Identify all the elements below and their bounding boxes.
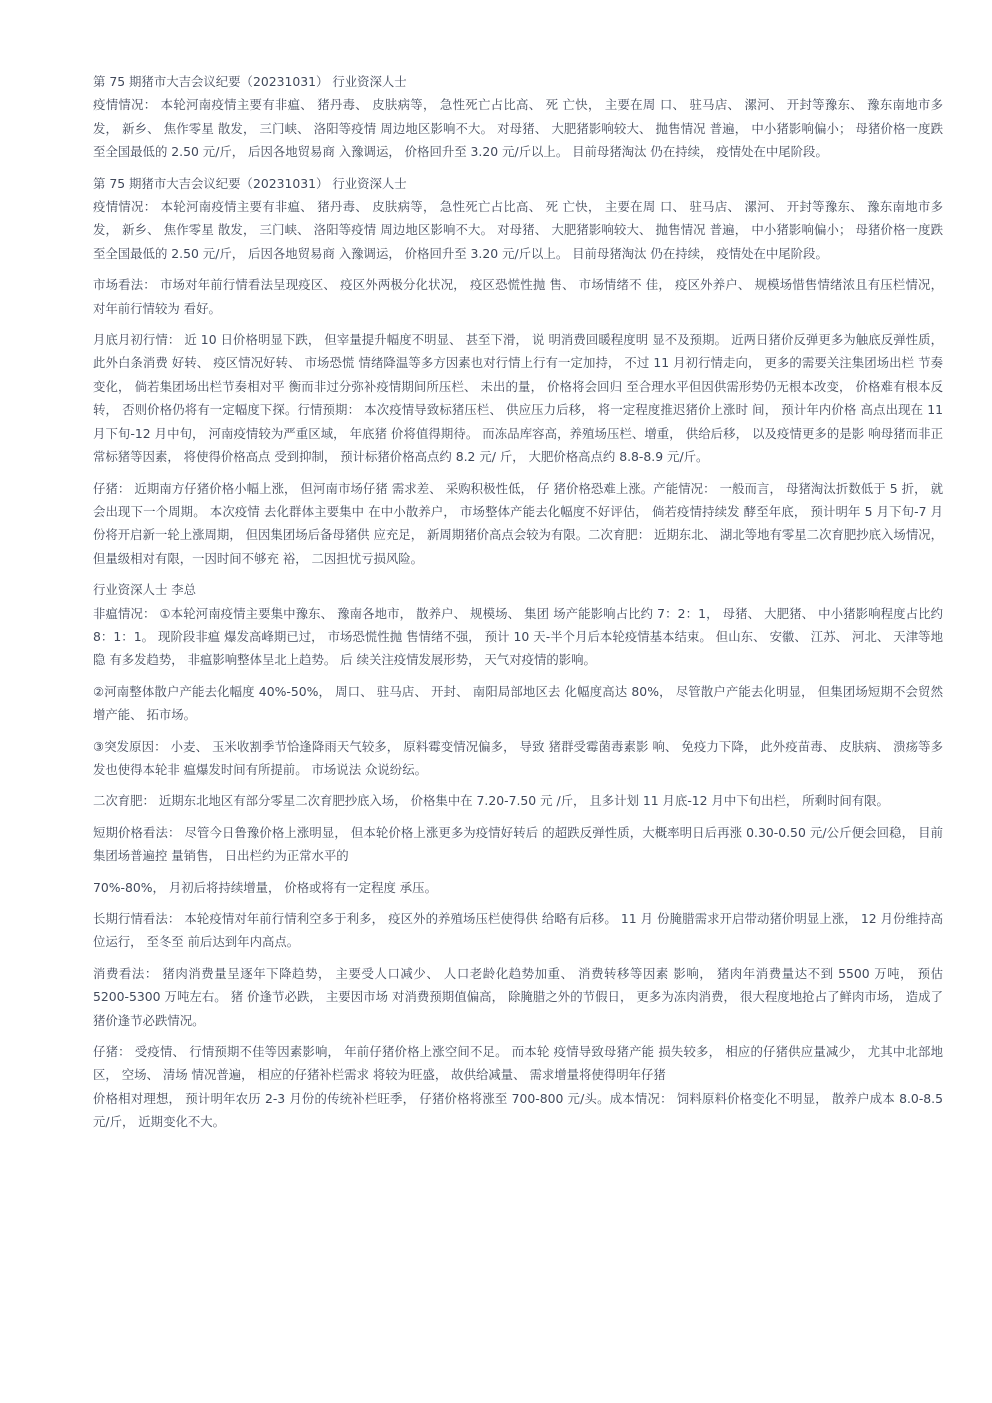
body-paragraph: 70%-80%， 月初后将持续增量， 价格或将有一定程度 承压。 <box>93 879 437 895</box>
paragraph-spacer <box>93 320 943 328</box>
body-paragraph: 短期价格看法： 尽管今日鲁豫价格上涨明显， 但本轮价格上涨更多为疫情好转后 的超跌反弹性质，大概率明日后再涨 0.30-0.50 元/公斤便会回稳， 目前集团场普遍控 量销售， 日出栏约为正常水平的 <box>93 824 943 864</box>
paragraph-spacer <box>93 813 943 821</box>
body-paragraph: ②河南整体散户产能去化幅度 40%-50%， 周口、 驻马店、 开封、 南阳局部地区去 化幅度高达 80%， 尽管散户产能去化明显， 但集团场短期不会贸然增产能、 拓市场。 <box>93 683 943 723</box>
body-paragraph: 二次育肥： 近期东北地区有部分零星二次育肥抄底入场， 价格集中在 7.20-7.50 元 /斤， 且多计划 11 月底-12 月中下旬出栏， 所剩时间有限。 <box>93 793 889 809</box>
paragraph-spacer <box>93 164 943 172</box>
body-paragraph: 非瘟情况： ①本轮河南疫情主要集中豫东、 豫南各地市， 散养户、 规模场、 集团 场产能影响占比约 7：2：1， 母猪、 大肥猪、 中小猪影响程度占比约 8：1：1。 现阶段非瘟 爆发高峰期已过， 市场恐慌性抛 售情绪不强， 预计 10 天-半个月后本轮疫情基本结束。 但山东、 安徽、 江苏、 河北、 天津等地隐 有多发趋势， 非瘟影响整体呈北上趋势。 后 续关注疫情发展形势， 天气对疫情的影响。 <box>93 605 943 668</box>
body-paragraph: 价格相对理想， 预计明年农历 2-3 月份的传统补栏旺季， 仔猪价格将涨至 700-800 元/头。成本情况： 饲料原料价格变化不明显， 散养户成本 8.0-8.5 元/斤， 近期变化不大。 <box>93 1090 943 1130</box>
body-paragraph: 疫情情况： 本轮河南疫情主要有非瘟、 猪丹毒、 皮肤病等， 急性死亡占比高、 死 亡快， 主要在周 口、 驻马店、 漯河、 开封等豫东、 豫东南地市多发， 新乡、 焦作零星 散发， 三门峡、 洛阳等疫情 周边地区影响不大。 对母猪、 大肥猪影响较大、 抛售情况 普遍， 中小猪影响偏小； 母猪价格一度跌 至全国最低的 2.50 元/斤， 后因各地贸易商 入豫调运， 价格回升至 3.20 元/斤以上。 目前母猪淘汰 仍在持续， 疫情处在中尾阶段。 <box>93 97 943 160</box>
body-paragraph: 消费看法： 猪肉消费量呈逐年下降趋势， 主要受人口减少、 人口老龄化趋势加重、 消费转移等因素 影响， 猪肉年消费量达不到 5500 万吨， 预估 5200-5300 万吨左右。 猪 价逢节必跌， 主要因市场 对消费预期值偏高， 除腌腊之外的节假日， 更多为冻肉消费， 很大程度地抢占了鲜肉市场， 造成了 猪价逢节必跌情况。 <box>93 965 943 1028</box>
paragraph-spacer <box>93 570 943 578</box>
document-page <box>93 70 943 1134</box>
body-paragraph: ③突发原因： 小麦、 玉米收割季节恰逢降雨天气较多， 原料霉变情况偏多， 导致 猪群受霉菌毒素影 响、 免疫力下降， 此外疫苗毒、 皮肤病、 溃疡等多发也使得本轮非 瘟爆发时间有所提前。 市场说法 众说纷纭。 <box>93 738 943 777</box>
body-paragraph: 仔猪： 受疫情、 行情预期不佳等因素影响， 年前仔猪价格上涨空间不足。 而本轮 疫情导致母猪产能 损失较多， 相应的仔猪供应量减少， 尤其中北部地区， 空场、 清场 情况普遍， 相应的仔猪补栏需求 将较为旺盛， 故供给减量、 需求增量将使得明年仔猪 <box>93 1044 943 1083</box>
body-paragraph: 长期行情看法： 本轮疫情对年前行情利空多于利多， 疫区外的养殖场压栏使得供 给略有后移。 11 月 份腌腊需求开启带动猪价明显上涨， 12 月份维持高位运行， 至冬至 前后达到年内高点。 <box>93 911 943 950</box>
paragraph-spacer <box>93 868 943 876</box>
heading-line: 第 75 期猪市大吉会议纪要（20231031） 行业资深人士 <box>93 175 407 191</box>
paragraph-spacer <box>93 672 943 680</box>
heading-line: 行业资深人士 李总 <box>93 582 197 598</box>
paragraph-spacer <box>93 1032 943 1040</box>
body-paragraph: 月底月初行情： 近 10 日价格明显下跌， 但宰量提升幅度不明显、 甚至下滑， 说 明消费回暖程度明 显不及预期。 近两日猪价反弹更多为触底反弹性质， 此外白条消费 好转、 疫区情况好转、 市场恐慌 情绪降温等多方因素也对行情上行有一定加持， 不过 11 月初行情走向， 更多的需要关注集团场出栏 节奏变化， 倘若集团场出栏节奏相对平 衡而非过分弥补疫情期间所压栏、 未出的量， 价格将会回归 至合理水平但因供需形势仍无根本改变， 价格难有根本反转， 否则价格仍将有一定幅度下探。行情预期： 本次疫情导致标猪压栏、 供应压力后移， 将一定程度推迟猪价上涨时 间， 预计年内价格 高点出现在 11 月下旬-12 月中旬， 河南疫情较为严重区域， 年底猪 价将值得期待。 而冻品库容高，养殖场压栏、增重， 供给后移， 以及疫情更多的是影 响母猪而非正常标猪等因素， 将使得价格高点 受到抑制， 预计标猪价格高点约 8.2 元/ 斤， 大肥价格高点约 8.8-8.9 元/斤。 <box>93 332 943 465</box>
paragraph-spacer <box>93 899 943 907</box>
body-paragraph: 市场看法： 市场对年前行情看法呈现疫区、 疫区外两极分化状况， 疫区恐慌性抛 售、 市场情绪不 佳， 疫区外养户、 规模场惜售情绪浓且有压栏情况， 对年前行情较为 看好。 <box>93 277 943 316</box>
paragraph-spacer <box>93 265 943 273</box>
body-paragraph: 疫情情况： 本轮河南疫情主要有非瘟、 猪丹毒、 皮肤病等， 急性死亡占比高、 死 亡快， 主要在周 口、 驻马店、 漯河、 开封等豫东、 豫东南地市多发， 新乡、 焦作零星 散发， 三门峡、 洛阳等疫情 周边地区影响不大。 对母猪、 大肥猪影响较大、 抛售情况 普遍， 中小猪影响偏小； 母猪价格一度跌 至全国最低的 2.50 元/斤， 后因各地贸易商 入豫调运， 价格回升至 3.20 元/斤以上。 目前母猪淘汰 仍在持续， 疫情处在中尾阶段。 <box>93 199 943 261</box>
paragraph-spacer <box>93 954 943 962</box>
body-paragraph: 仔猪： 近期南方仔猪价格小幅上涨， 但河南市场仔猪 需求差、 采购积极性低， 仔 猪价格恐难上涨。产能情况： 一般而言， 母猪淘汰折数低于 5 折， 就会出现下一个周期。 本次疫情 去化群体主要集中 在中小散养户， 市场整体产能去化幅度不好评估， 倘若疫情持续发 酵至年底， 预计明年 5 月下旬-7 月份将开启新一轮上涨周期， 但因集团场后备母猪供 应充足， 新周期猪价高点会较为有限。二次育肥： 近期东北、 湖北等地有零星二次育肥抄底入场情况， 但量级相对有限，一因时间不够充 裕， 二因担忧亏损风险。 <box>93 480 943 566</box>
paragraph-spacer <box>93 781 943 789</box>
heading-line: 第 75 期猪市大吉会议纪要（20231031） 行业资深人士 <box>93 74 407 89</box>
paragraph-spacer <box>93 469 943 477</box>
paragraph-spacer <box>93 727 943 735</box>
